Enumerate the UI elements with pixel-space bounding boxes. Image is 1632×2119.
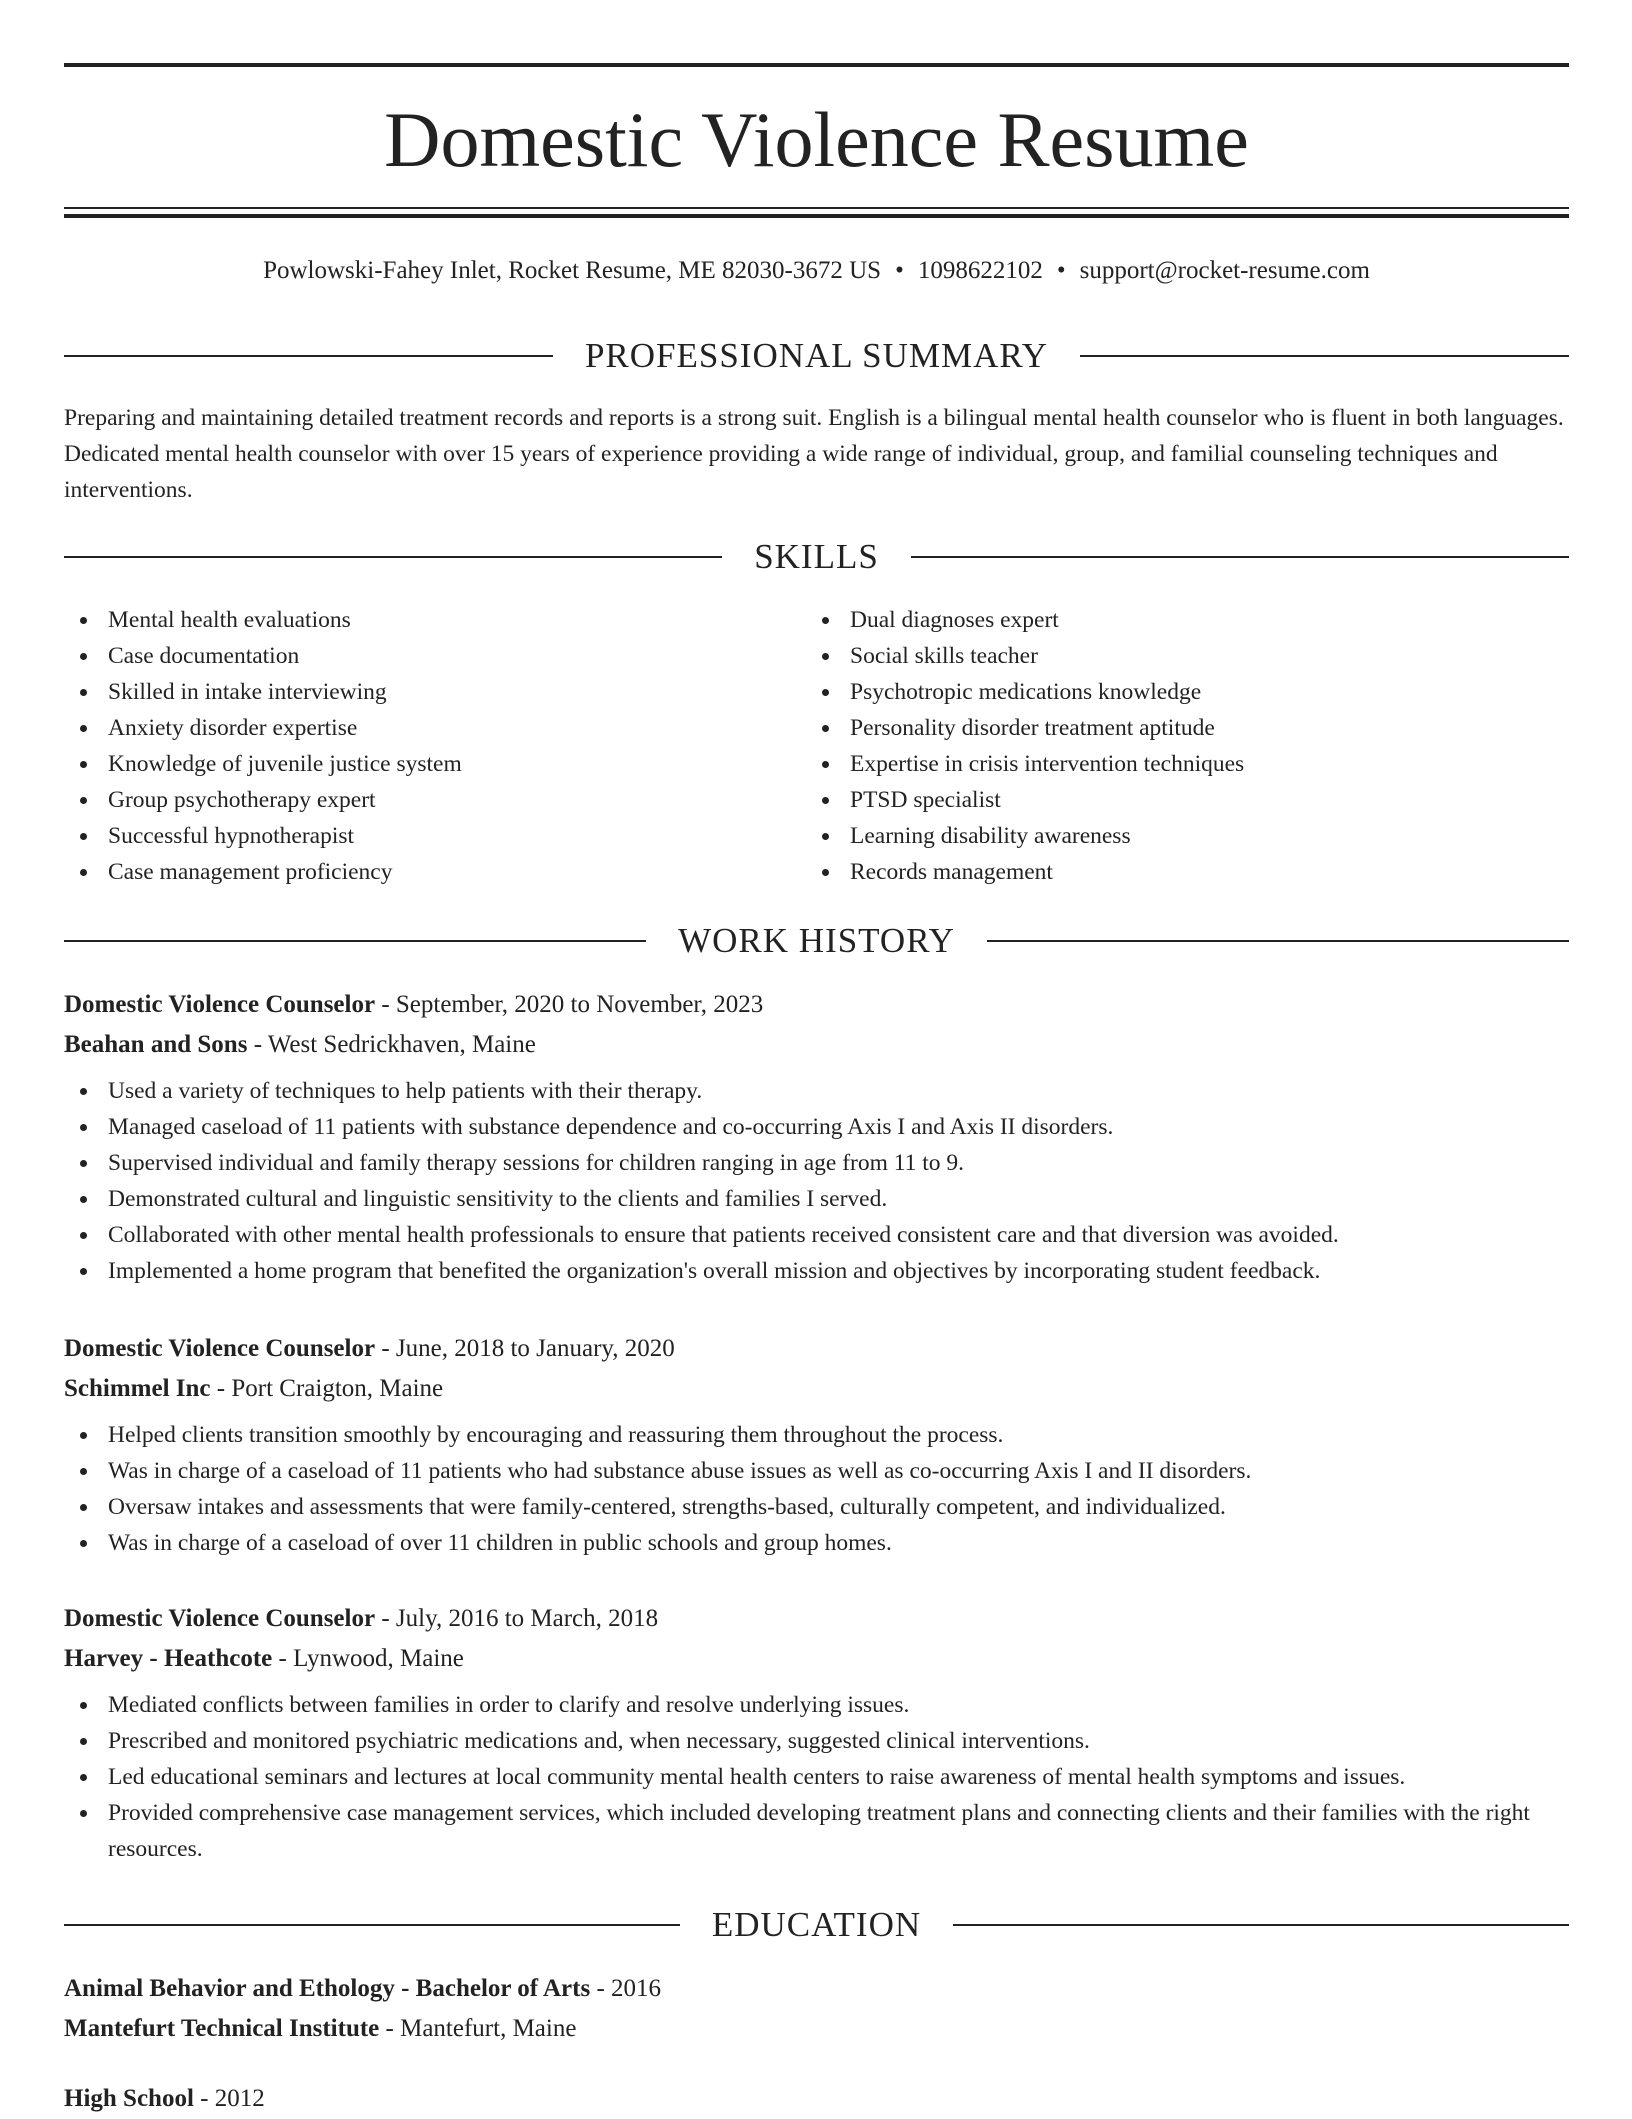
skills-column-right bbox=[806, 602, 1548, 890]
skill-item: Group psychotherapy expert bbox=[64, 782, 806, 818]
skill-item: Mental health evaluations bbox=[64, 602, 806, 638]
skill-item: Dual diagnoses expert bbox=[806, 602, 1548, 638]
job-title-line bbox=[64, 1599, 1569, 1639]
education-location: - Mantefurt, Maine bbox=[379, 2015, 577, 2042]
skill-item: Case documentation bbox=[64, 638, 806, 674]
skill-item: PTSD specialist bbox=[806, 782, 1548, 818]
skills-list bbox=[64, 602, 1569, 890]
heading-rule bbox=[953, 1924, 1569, 1926]
job-title: Domestic Violence Counselor bbox=[64, 1605, 376, 1632]
job-location: - Port Craigton, Maine bbox=[210, 1375, 444, 1402]
skill-item: Successful hypnotherapist bbox=[64, 818, 806, 854]
job-company-line bbox=[64, 1639, 1569, 1679]
duty-item: Collaborated with other mental health professionals to ensure that patients received consistent care and that diversion was avoided. bbox=[64, 1217, 1569, 1253]
title-rule-lower bbox=[64, 214, 1569, 218]
education-year: - 2012 bbox=[193, 2085, 265, 2112]
job-dates: - July, 2016 to March, 2018 bbox=[375, 1605, 659, 1632]
heading-rule bbox=[64, 940, 646, 942]
skill-item: Psychotropic medications knowledge bbox=[806, 674, 1548, 710]
job-duties bbox=[64, 1073, 1569, 1289]
skill-item: Knowledge of juvenile justice system bbox=[64, 746, 806, 782]
education-school-line bbox=[64, 2009, 1569, 2049]
education-degree-line bbox=[64, 2079, 1569, 2119]
contact-address: Powlowski-Fahey Inlet, Rocket Resume, ME 82030-3672 US bbox=[263, 257, 882, 284]
education-entry bbox=[64, 2079, 1569, 2119]
section-heading-summary bbox=[64, 336, 1569, 376]
duty-item: Implemented a home program that benefited the organization's overall mission and objectives by incorporating student feedback. bbox=[64, 1253, 1569, 1289]
top-rule bbox=[64, 63, 1569, 67]
section-heading-skills bbox=[64, 537, 1569, 577]
heading-rule bbox=[911, 556, 1569, 558]
heading-rule bbox=[64, 556, 722, 558]
heading-rule bbox=[987, 940, 1569, 942]
contact-separator: • bbox=[1056, 257, 1066, 284]
section-heading-work-history bbox=[64, 921, 1569, 961]
job-entry bbox=[64, 985, 1569, 1289]
job-title: Domestic Violence Counselor bbox=[64, 1335, 376, 1362]
duty-item: Mediated conflicts between families in order to clarify and resolve underlying issues. bbox=[64, 1687, 1569, 1723]
job-entry bbox=[64, 1599, 1569, 1867]
skill-item: Anxiety disorder expertise bbox=[64, 710, 806, 746]
title-rule-upper bbox=[64, 207, 1569, 209]
skills-column-left bbox=[64, 602, 806, 890]
job-title-line bbox=[64, 1329, 1569, 1369]
education-degree: High School bbox=[64, 2085, 194, 2112]
education-degree: Animal Behavior and Ethology - Bachelor of Arts bbox=[64, 1975, 591, 2002]
contact-line bbox=[64, 254, 1569, 288]
education-school: Mantefurt Technical Institute bbox=[64, 2015, 380, 2042]
section-heading-education bbox=[64, 1905, 1569, 1945]
job-company: Schimmel Inc bbox=[64, 1375, 211, 1402]
duty-item: Supervised individual and family therapy sessions for children ranging in age from 11 to 9. bbox=[64, 1145, 1569, 1181]
duty-item: Helped clients transition smoothly by encouraging and reassuring them throughout the process. bbox=[64, 1417, 1569, 1453]
skill-item: Social skills teacher bbox=[806, 638, 1548, 674]
job-title-line bbox=[64, 985, 1569, 1025]
job-company: Beahan and Sons bbox=[64, 1031, 248, 1058]
duty-item: Provided comprehensive case management services, which included developing treatment plans and connecting clients and their families with the right resources. bbox=[64, 1795, 1569, 1867]
duty-item: Prescribed and monitored psychiatric medications and, when necessary, suggested clinical interventions. bbox=[64, 1723, 1569, 1759]
resume-title: Domestic Violence Resume bbox=[384, 96, 1249, 183]
education-entry bbox=[64, 1969, 1569, 2049]
job-company-line bbox=[64, 1369, 1569, 1409]
professional-summary: Preparing and maintaining detailed treatment records and reports is a strong suit. English is a bilingual mental health counselor who is fluent in both languages. Dedicated mental health counselor with over 15 years of experience providing a wide range of individual, group, and familial counseling techniques and interventions. bbox=[64, 405, 1564, 503]
job-location: - Lynwood, Maine bbox=[272, 1645, 464, 1672]
job-location: - West Sedrickhaven, Maine bbox=[247, 1031, 536, 1058]
job-dates: - September, 2020 to November, 2023 bbox=[375, 991, 764, 1018]
skill-item: Expertise in crisis intervention techniques bbox=[806, 746, 1548, 782]
contact-email[interactable]: support@rocket-resume.com bbox=[1079, 257, 1370, 284]
job-company-line bbox=[64, 1025, 1569, 1065]
section-title: PROFESSIONAL SUMMARY bbox=[584, 336, 1049, 375]
heading-rule bbox=[64, 1924, 680, 1926]
job-company: Harvey - Heathcote bbox=[64, 1645, 273, 1672]
skill-item: Learning disability awareness bbox=[806, 818, 1548, 854]
contact-phone: 1098622102 bbox=[917, 257, 1043, 284]
section-title: EDUCATION bbox=[711, 1905, 922, 1944]
education-year: - 2016 bbox=[590, 1975, 662, 2002]
skill-item: Personality disorder treatment aptitude bbox=[806, 710, 1548, 746]
duty-item: Oversaw intakes and assessments that were family-centered, strengths-based, culturally competent, and individualized. bbox=[64, 1489, 1569, 1525]
duty-item: Led educational seminars and lectures at local community mental health centers to raise awareness of mental health symptoms and issues. bbox=[64, 1759, 1569, 1795]
heading-rule bbox=[64, 355, 553, 357]
skill-item: Records management bbox=[806, 854, 1548, 890]
skill-item: Case management proficiency bbox=[64, 854, 806, 890]
skill-item: Skilled in intake interviewing bbox=[64, 674, 806, 710]
education-degree-line bbox=[64, 1969, 1569, 2009]
section-title: WORK HISTORY bbox=[678, 921, 955, 960]
duty-item: Demonstrated cultural and linguistic sensitivity to the clients and families I served. bbox=[64, 1181, 1569, 1217]
section-title: SKILLS bbox=[754, 537, 879, 576]
heading-rule bbox=[1080, 355, 1569, 357]
job-duties bbox=[64, 1417, 1569, 1561]
duty-item: Managed caseload of 11 patients with substance dependence and co-occurring Axis I and Axis II disorders. bbox=[64, 1109, 1569, 1145]
job-entry bbox=[64, 1329, 1569, 1561]
duty-item: Was in charge of a caseload of over 11 children in public schools and group homes. bbox=[64, 1525, 1569, 1561]
job-dates: - June, 2018 to January, 2020 bbox=[375, 1335, 675, 1362]
duty-item: Used a variety of techniques to help patients with their therapy. bbox=[64, 1073, 1569, 1109]
duty-item: Was in charge of a caseload of 11 patients who had substance abuse issues as well as co-occurring Axis I and II disorders. bbox=[64, 1453, 1569, 1489]
job-title: Domestic Violence Counselor bbox=[64, 991, 376, 1018]
job-duties bbox=[64, 1687, 1569, 1867]
contact-separator: • bbox=[895, 257, 904, 284]
